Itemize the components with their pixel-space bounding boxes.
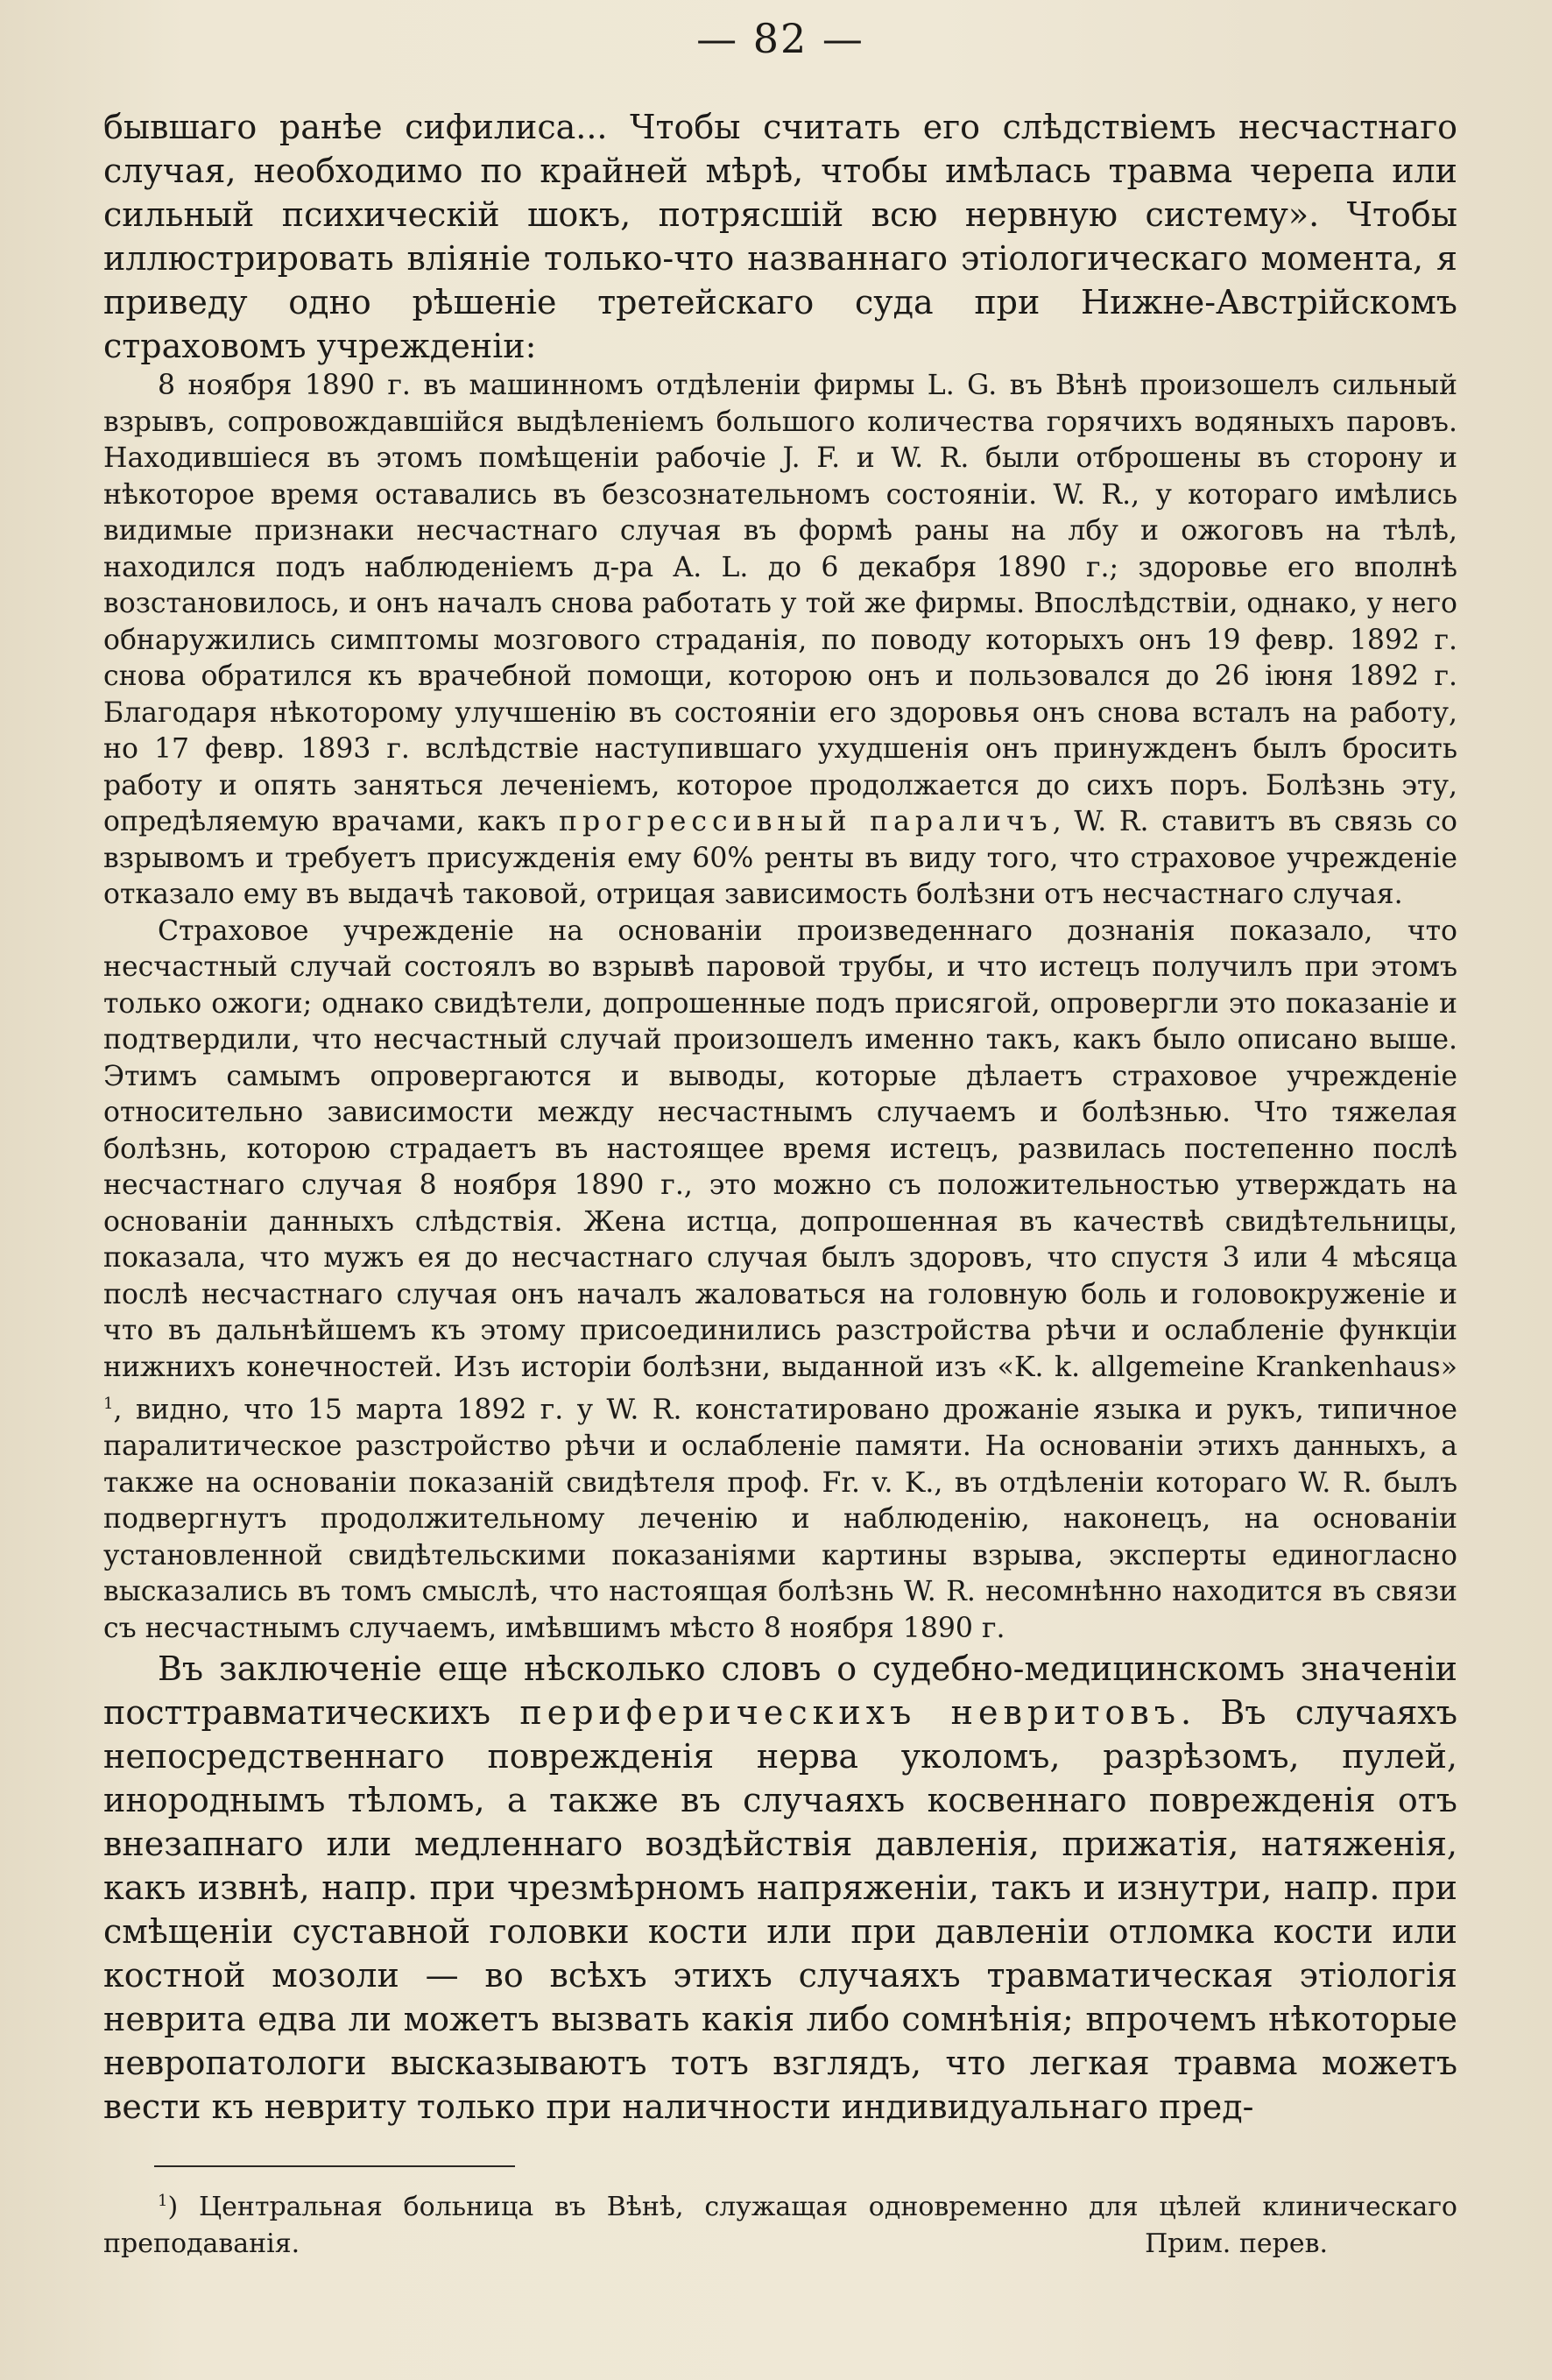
case-text-start: 8 ноября 1890 г. въ машинномъ отдѣленіи фирмы L. G. въ Вѣнѣ произошелъ сильный взрывъ, сопровождавшійся выдѣленіемъ большого количества горячихъ водяныхъ паровъ. Находившіеся въ этомъ помѣщеніи рабочіе J. F. и W. R. были отброшены въ сторону и нѣкоторое время оставались въ безсознательномъ состояніи. W. R., у котораго имѣлись видимые признаки несчастнаго случая въ формѣ раны на лбу и ожоговъ на тѣлѣ, находился подъ наблюденіемъ д-ра A. L. до 6 декабря 1890 г.; здоровье его вполнѣ возстановилось, и онъ началъ снова работать у той же фирмы. Впослѣдствіи, однако, у него обнаружились симптомы мозгового страданія, по поводу которыхъ онъ 19 февр. 1892 г. снова обратился къ врачебной помощи, которою онъ и пользовался до 26 іюня 1892 г. Благодаря нѣкоторому улучшенію въ состояніи его здоровья онъ снова всталъ на работу, но 17 февр. 1893 г. вслѣдствіе наступившаго ухудшенія онъ принужденъ былъ бросить работу и опять заняться леченіемъ, которое продолжается до сихъ поръ. Болѣзнь эту, опредѣляемую врачами, какъ: [103, 370, 1457, 837]
footnote-divider: [154, 2165, 515, 2167]
paragraph-neuritis: [103, 1647, 1457, 2129]
footnote-text: ) Центральная больница въ Вѣнѣ, служащая одновременно для цѣлей клиническаго преподаванія.: [103, 2192, 1457, 2259]
verdict-text-end: , видно, что 15 марта 1892 г. у W. R. констатировано дрожаніе языка и рукъ, типичное паралитическое разстройство рѣчи и ослабленіе памяти. На основаніи этихъ данныхъ, а также на основаніи показаній свидѣтеля проф. Fr. v. K., въ отдѣленіи котораго W. R. былъ подвергнутъ продолжительному леченію и наблюденію, наконецъ, на основаніи установленной свидѣтельскими показаніями картины взрыва, эксперты единогласно высказались въ томъ смыслѣ, что настоящая болѣзнь W. R. несомнѣнно находится въ связи съ несчастнымъ случаемъ, имѣвшимъ мѣсто 8 ноября 1890 г.: [103, 1394, 1457, 1644]
emphasis-progressive-paralysis: прогрессивный параличъ: [558, 806, 1053, 837]
neuritis-text-start: Въ заключеніе еще нѣсколько словъ о судебно-медицинскомъ значеніи посттравматическихъ: [103, 1649, 1457, 1732]
page-number: — 82 —: [696, 15, 864, 62]
verdict-text-start: Страховое учрежденіе на основаніи произведеннаго дознанія показало, что несчастный случай состоялъ во взрывѣ паровой трубы, и что истецъ получилъ при этомъ только ожоги; однако свидѣтели, допрошенные подъ присягой, опровергли это показаніе и подтвердили, что несчастный случай произошелъ именно такъ, какъ было описано выше. Этимъ самымъ опровергаются и выводы, которые дѣлаетъ страховое учрежденіе относительно зависимости между несчастнымъ случаемъ и болѣзнью. Что тяжелая болѣзнь, которою страдаетъ въ настоящее время истецъ, развилась постепенно послѣ несчастнаго случая 8 ноября 1890 г., это можно съ положительностью утверждать на основаніи данныхъ слѣдствія. Жена истца, допрошенная въ качествѣ свидѣтельницы, показала, что мужъ ея до несчастнаго случая былъ здоровъ, что спустя 3 или 4 мѣсяца послѣ несчастнаго случая онъ началъ жаловаться на головную боль и головокруженіе и что въ дальнѣйшемъ къ этому присоединились разстройства рѣчи и ослабленіе функціи нижнихъ конечностей. Изъ исторіи болѣзни, выданной изъ «K. k. allgemeine Krankenhaus»: [103, 915, 1457, 1383]
paragraph-case-verdict: [103, 914, 1457, 1648]
sign-prim: Прим.: [1145, 2228, 1231, 2259]
paragraph-intro: [103, 105, 1457, 368]
footnote-mark: 1: [158, 2192, 168, 2210]
neuritis-text-end: . Въ случаяхъ непосредственнаго поврежденія нерва уколомъ, разрѣзомъ, пулей, инороднымъ тѣломъ, а также въ случаяхъ косвеннаго поврежденія отъ внезапнаго или медленнаго воздѣйствія давленія, прижатія, натяженія, какъ извнѣ, напр. при чрезмѣрномъ напряженіи, такъ и изнутри, напр. при смѣщеніи суставной головки кости или при давленіи отломка кости или костной мозоли — во всѣхъ этихъ случаяхъ травматическая этіологія неврита едва ли можетъ вызвать какія либо сомнѣнія; впрочемъ нѣкоторые невропатологи высказываютъ тотъ взглядъ, что легкая травма можетъ вести къ невриту только при наличности индивидуальнаго пред-: [103, 1693, 1457, 2126]
case-text-end: , W. R. ставитъ въ связь со взрывомъ и требуетъ присужденія ему 60% ренты въ виду того, что страховое учрежденіе отказало ему въ выдачѣ таковой, отрицая зависимость болѣзни отъ несчастнаго случая.: [103, 806, 1458, 910]
paragraph-intro-text: бывшаго ранѣе сифилиса... Чтобы считать его слѣдствіемъ несчастнаго случая, необходимо по крайней мѣрѣ, чтобы имѣлась травма черепа или сильный психическій шокъ, потрясшій всю нервную систему». Чтобы иллюстрировать вліяніе только-что названнаго этіологическаго момента, я приведу одно рѣшеніе третейскаго суда при Нижне-Австрійскомъ страховомъ учрежденіи:: [103, 108, 1457, 365]
paragraph-case-description: [103, 368, 1457, 914]
sign-perev: перев.: [1238, 2228, 1328, 2259]
footnote-reference: 1: [103, 1395, 114, 1413]
emphasis-peripheral-neuritis: периферическихъ невритовъ: [519, 1693, 1181, 1732]
